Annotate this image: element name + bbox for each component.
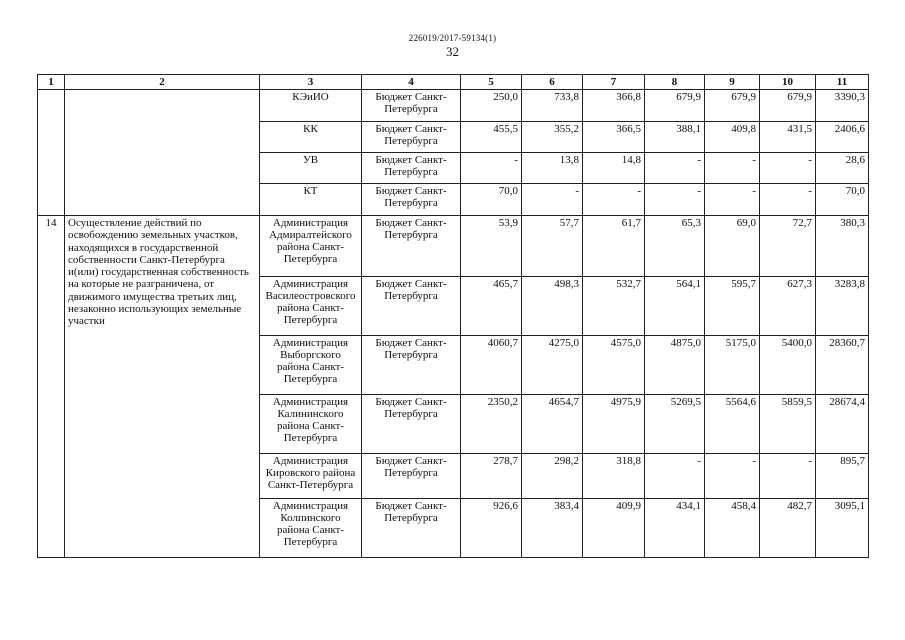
- table-header-row: [38, 75, 869, 90]
- budget-table: [37, 74, 869, 558]
- source-cell: Бюджет Санкт-Петербурга: [362, 336, 461, 395]
- executor-cell: КК: [260, 122, 362, 153]
- executor-cell: КЭиИО: [260, 90, 362, 122]
- executor-cell: Администрация Выборгского района Санкт-Петербурга: [260, 336, 362, 395]
- total-cell: 380,3: [816, 216, 869, 277]
- source-cell: Бюджет Санкт-Петербурга: [362, 122, 461, 153]
- executor-cell: УВ: [260, 153, 362, 184]
- executor-cell: Администрация Колпинского района Санкт-Петербурга: [260, 499, 362, 558]
- value-cell: 5400,0: [760, 336, 816, 395]
- value-cell: -: [522, 184, 583, 216]
- value-cell: -: [760, 454, 816, 499]
- row-number-cell: 14: [38, 216, 65, 558]
- source-cell: Бюджет Санкт-Петербурга: [362, 90, 461, 122]
- value-cell: 14,8: [583, 153, 645, 184]
- value-cell: 627,3: [760, 277, 816, 336]
- value-cell: 2350,2: [461, 395, 522, 454]
- total-cell: 3283,8: [816, 277, 869, 336]
- source-cell: Бюджет Санкт-Петербурга: [362, 499, 461, 558]
- value-cell: 455,5: [461, 122, 522, 153]
- value-cell: -: [705, 184, 760, 216]
- value-cell: 278,7: [461, 454, 522, 499]
- total-cell: 2406,6: [816, 122, 869, 153]
- description-cell: [65, 90, 260, 216]
- value-cell: 13,8: [522, 153, 583, 184]
- source-cell: Бюджет Санкт-Петербурга: [362, 395, 461, 454]
- value-cell: 926,6: [461, 499, 522, 558]
- row-number-cell: [38, 90, 65, 216]
- value-cell: 4275,0: [522, 336, 583, 395]
- value-cell: 458,4: [705, 499, 760, 558]
- value-cell: 4875,0: [645, 336, 705, 395]
- source-cell: Бюджет Санкт-Петербурга: [362, 184, 461, 216]
- source-cell: Бюджет Санкт-Петербурга: [362, 454, 461, 499]
- value-cell: 5564,6: [705, 395, 760, 454]
- column-header: 2: [65, 75, 260, 90]
- table-row: [38, 216, 869, 277]
- value-cell: 298,2: [522, 454, 583, 499]
- value-cell: -: [645, 454, 705, 499]
- total-cell: 3095,1: [816, 499, 869, 558]
- value-cell: 69,0: [705, 216, 760, 277]
- total-cell: 28674,4: [816, 395, 869, 454]
- value-cell: 355,2: [522, 122, 583, 153]
- value-cell: 498,3: [522, 277, 583, 336]
- document-id: 226019/2017-59134(1): [408, 33, 497, 43]
- value-cell: 383,4: [522, 499, 583, 558]
- value-cell: 250,0: [461, 90, 522, 122]
- value-cell: 4060,7: [461, 336, 522, 395]
- value-cell: -: [760, 184, 816, 216]
- page-number: 32: [446, 44, 459, 59]
- value-cell: 4975,9: [583, 395, 645, 454]
- value-cell: 70,0: [461, 184, 522, 216]
- value-cell: 318,8: [583, 454, 645, 499]
- value-cell: 431,5: [760, 122, 816, 153]
- table-row: [38, 90, 869, 122]
- executor-cell: Администрация Адмиралтейского района Санкт-Петербурга: [260, 216, 362, 277]
- executor-cell: Администрация Кировского района Санкт-Петербурга: [260, 454, 362, 499]
- source-cell: Бюджет Санкт-Петербурга: [362, 153, 461, 184]
- value-cell: 679,9: [760, 90, 816, 122]
- value-cell: 5269,5: [645, 395, 705, 454]
- value-cell: 465,7: [461, 277, 522, 336]
- executor-cell: КТ: [260, 184, 362, 216]
- total-cell: 70,0: [816, 184, 869, 216]
- column-header: 9: [705, 75, 760, 90]
- column-header: 11: [816, 75, 869, 90]
- column-header: 3: [260, 75, 362, 90]
- value-cell: -: [705, 454, 760, 499]
- value-cell: -: [705, 153, 760, 184]
- value-cell: 388,1: [645, 122, 705, 153]
- total-cell: 3390,3: [816, 90, 869, 122]
- value-cell: 595,7: [705, 277, 760, 336]
- value-cell: 4575,0: [583, 336, 645, 395]
- total-cell: 895,7: [816, 454, 869, 499]
- value-cell: 679,9: [645, 90, 705, 122]
- column-header: 7: [583, 75, 645, 90]
- value-cell: 4654,7: [522, 395, 583, 454]
- value-cell: 532,7: [583, 277, 645, 336]
- value-cell: 61,7: [583, 216, 645, 277]
- total-cell: 28360,7: [816, 336, 869, 395]
- total-cell: 28,6: [816, 153, 869, 184]
- column-header: 1: [38, 75, 65, 90]
- value-cell: 366,8: [583, 90, 645, 122]
- value-cell: 366,5: [583, 122, 645, 153]
- value-cell: 434,1: [645, 499, 705, 558]
- value-cell: 409,8: [705, 122, 760, 153]
- value-cell: 53,9: [461, 216, 522, 277]
- source-cell: Бюджет Санкт-Петербурга: [362, 277, 461, 336]
- column-header: 8: [645, 75, 705, 90]
- column-header: 5: [461, 75, 522, 90]
- value-cell: 57,7: [522, 216, 583, 277]
- column-header: 4: [362, 75, 461, 90]
- column-header: 10: [760, 75, 816, 90]
- column-header: 6: [522, 75, 583, 90]
- value-cell: 409,9: [583, 499, 645, 558]
- value-cell: 482,7: [760, 499, 816, 558]
- value-cell: 564,1: [645, 277, 705, 336]
- description-cell: Осуществление действий по освобождению земельных участков, находящихся в государственной собственности Санкт-Петербурга и(или) государственная собственность на которые не разграничена, от движимого имущества третьих лиц, незаконно использующих земельные участки: [65, 216, 260, 558]
- value-cell: 5859,5: [760, 395, 816, 454]
- value-cell: 72,7: [760, 216, 816, 277]
- value-cell: -: [760, 153, 816, 184]
- executor-cell: Администрация Калининского района Санкт-Петербурга: [260, 395, 362, 454]
- value-cell: 679,9: [705, 90, 760, 122]
- value-cell: -: [645, 184, 705, 216]
- value-cell: 65,3: [645, 216, 705, 277]
- value-cell: 733,8: [522, 90, 583, 122]
- executor-cell: Администрация Василеостровского района Санкт-Петербурга: [260, 277, 362, 336]
- value-cell: -: [461, 153, 522, 184]
- value-cell: -: [645, 153, 705, 184]
- source-cell: Бюджет Санкт-Петербурга: [362, 216, 461, 277]
- value-cell: -: [583, 184, 645, 216]
- value-cell: 5175,0: [705, 336, 760, 395]
